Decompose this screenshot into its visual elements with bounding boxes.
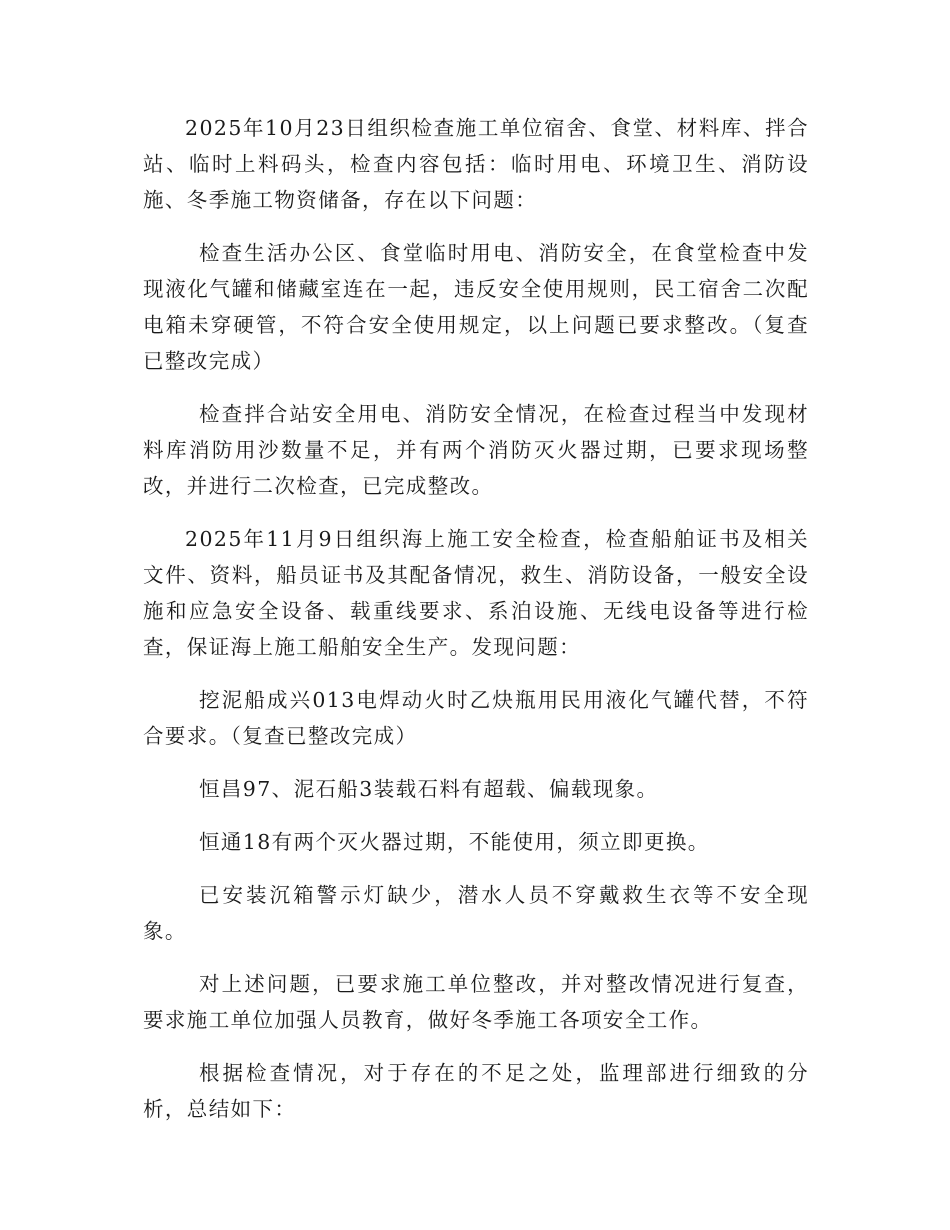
paragraph-dredger-issue: 挖泥船成兴013电焊动火时乙炔瓶用民用液化气罐代替，不符合要求。（复查已整改完成） <box>143 688 809 748</box>
paragraph-inspection-oct23: 2025年10月23日组织检查施工单位宿舍、食堂、材料库、拌合站、临时上料码头，检查内容包括：临时用电、环境卫生、消防设施、冬季施工物资储备，存在以下问题： <box>143 116 809 212</box>
paragraph-extinguisher-issue: 恒通18有两个灭火器过期，不能使用，须立即更换。 <box>199 830 710 854</box>
paragraph-warning-light-issue: 已安装沉箱警示灯缺少，潜水人员不穿戴救生衣等不安全现象。 <box>143 883 809 943</box>
paragraph-mixing-station-issues: 检查拌合站安全用电、消防安全情况，在检查过程当中发现材料库消防用沙数量不足，并有两个消防灭火器过期，已要求现场整改，并进行二次检查，已完成整改。 <box>143 402 809 498</box>
paragraph-summary-intro: 根据检查情况，对于存在的不足之处，监理部进行细致的分析，总结如下： <box>143 1061 809 1121</box>
paragraph-overload-issue: 恒昌97、泥石船3装载石料有超载、偏载现象。 <box>199 777 659 801</box>
paragraph-inspection-nov9: 2025年11月9日组织海上施工安全检查，检查船舶证书及相关文件、资料，船员证书及其配备情况，救生、消防设备，一般安全设施和应急安全设备、载重线要求、系泊设施、无线电设备等进行检查，保证海上施工船舶安全生产。发现问题： <box>143 527 809 659</box>
paragraph-rectification-requirement: 对上述问题，已要求施工单位整改，并对整改情况进行复查，要求施工单位加强人员教育，做好冬季施工各项安全工作。 <box>143 972 809 1032</box>
paragraph-office-area-issues: 检查生活办公区、食堂临时用电、消防安全，在食堂检查中发现液化气罐和储藏室连在一起，违反安全使用规则，民工宿舍二次配电箱未穿硬管，不符合安全使用规定，以上问题已要求整改。（复查已整改完成） <box>143 241 809 373</box>
document-body <box>143 110 809 1144</box>
